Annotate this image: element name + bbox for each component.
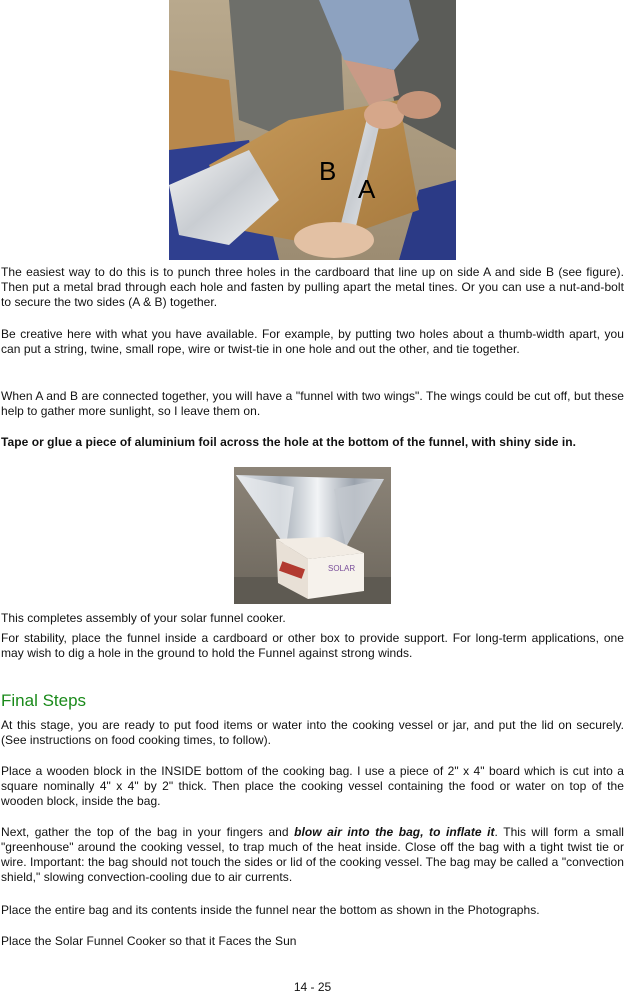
photo-funnel-assembly-image <box>169 0 456 260</box>
paragraph-be-creative: Be creative here with what you have available. For example, by putting two holes about a thumb-width apart, you can put a string, twine, small rope, wire or twist-tie in one hole and out the other, and tie together. <box>1 327 624 356</box>
page-number: 14 - 25 <box>293 980 332 994</box>
paragraph-assembly-complete: This completes assembly of your solar funnel cooker. <box>1 611 286 625</box>
inflate-bag-emphasis: blow air into the bag, to inflate it <box>294 825 495 839</box>
inflate-bag-text-before: Next, gather the top of the bag in your fingers and <box>1 825 295 839</box>
paragraph-punch-holes: The easiest way to do this is to punch three holes in the cardboard that line up on side A and side B (see figure). Then put a metal brad through each hole and fasten by pulling apart the metal tines. Or you can use a nut-and-bolt to secure the two sides (A & B) together. <box>1 265 624 309</box>
paragraph-stability: For stability, place the funnel inside a cardboard or other box to provide support. For long-term applications, one may wish to dig a hole in the ground to hold the Funnel against strong winds. <box>1 631 624 660</box>
photo-funnel-assembly <box>169 0 456 260</box>
paragraph-funnel-wings: When A and B are connected together, you will have a "funnel with two wings". The wings could be cut off, but these help to gather more sunlight, so I leave them on. <box>1 389 624 418</box>
inflate-bag-text-after: . This will form a small "greenhouse" around the cooking vessel, to trap much of the heat inside. Close off the bag with a tight twist tie or wire. Important: the bag should not touch the sides or lid of the cooking vessel. The bag may be called a "convection shield," slowing convection-cooling due to air currents. <box>1 825 624 884</box>
label-a: A <box>358 174 376 204</box>
paragraph-ready-food: At this stage, you are ready to put food items or water into the cooking vessel or jar, and put the lid on securely. (See instructions on food cooking times, to follow). <box>1 718 624 747</box>
box-brand-text: SOLAR <box>328 564 356 573</box>
paragraph-foil-instruction: Tape or glue a piece of aluminium foil across the hole at the bottom of the funnel, with shiny side in. <box>1 435 576 449</box>
paragraph-place-bag: Place the entire bag and its contents inside the funnel near the bottom as shown in the Photographs. <box>1 903 540 917</box>
label-b: B <box>319 156 337 186</box>
paragraph-face-sun: Place the Solar Funnel Cooker so that it Faces the Sun <box>1 934 297 948</box>
paragraph-wooden-block: Place a wooden block in the INSIDE bottom of the cooking bag. I use a piece of 2" x 4" board which is cut into a square nominally 4" x 4" by 2" thick. Then place the cooking vessel containing the food or water on top of the wooden block, inside the bag. <box>1 764 624 808</box>
photo-finished-funnel-image <box>234 467 391 604</box>
section-heading-final-steps: Final Steps <box>1 691 87 710</box>
photo-finished-funnel <box>234 467 391 604</box>
paragraph-inflate-bag <box>1 825 624 885</box>
